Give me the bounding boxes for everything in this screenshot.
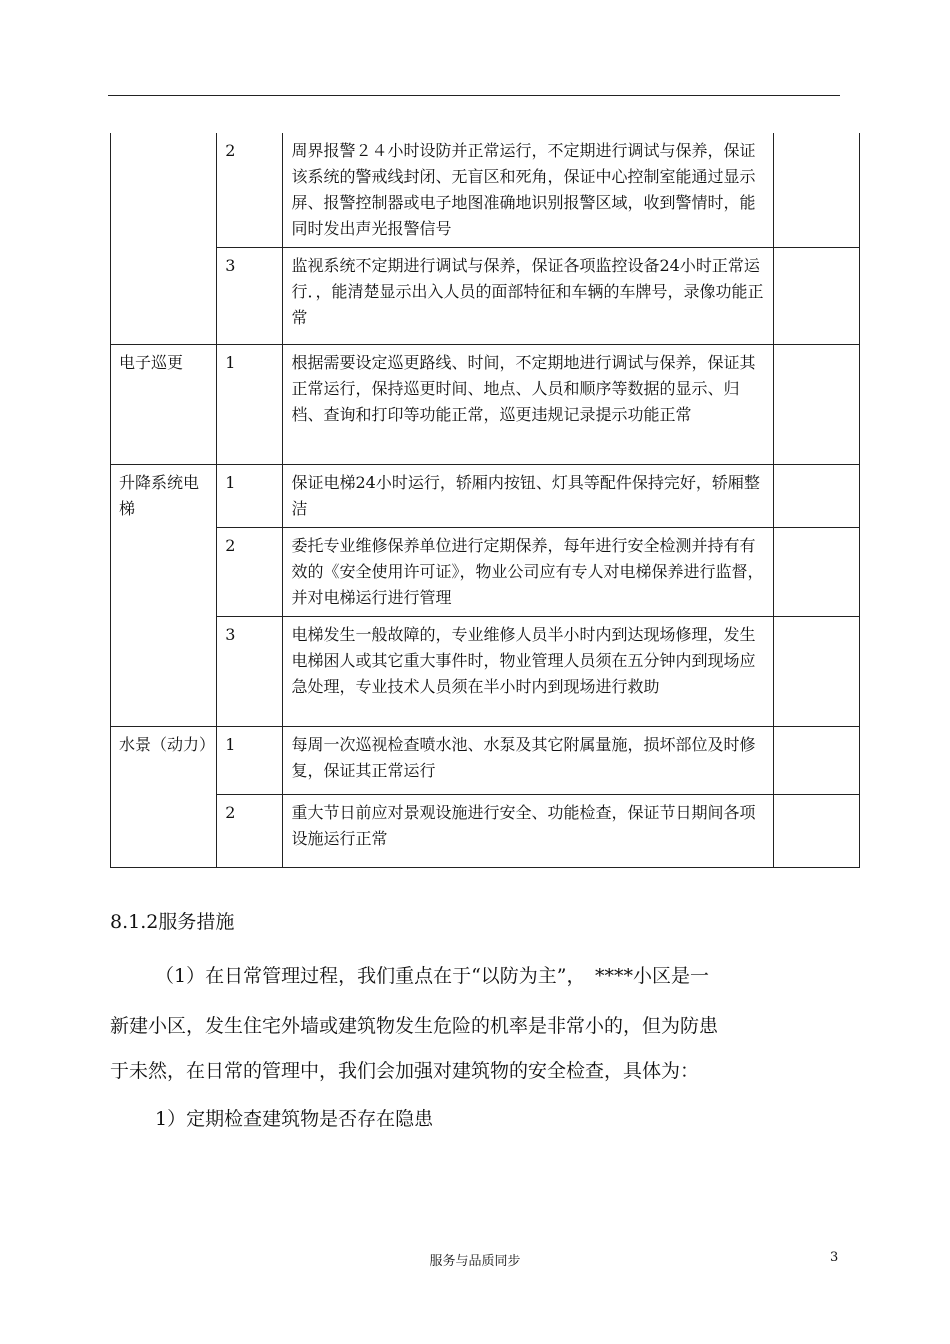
maintenance-table: [110, 133, 860, 868]
table-row: [111, 617, 860, 727]
row-text: 委托专业维修保养单位进行定期保养，每年进行安全检测并持有有效的《安全使用许可证》，物业公司应有专人对电梯保养进行监督，并对电梯运行进行管理: [283, 528, 773, 617]
page-number: 3: [830, 1250, 839, 1265]
paragraph-line: （1）在日常管理过程，我们重点在于“以防为主”， ****小区是一: [155, 965, 710, 987]
table-row: [111, 727, 860, 795]
row-text: 电梯发生一般故障的，专业维修人员半小时内到达现场修理，发生电梯困人或其它重大事件时，物业管理人员须在五分钟内到现场应急处理，专业技术人员须在半小时内到现场进行救助: [283, 617, 773, 727]
row-text: 监视系统不定期进行调试与保养，保证各项监控设备24小时正常运行．，能清楚显示出入人员的面部特征和车辆的车牌号，录像功能正常: [283, 248, 773, 345]
row-number: 3: [217, 617, 283, 727]
remark-cell: [773, 248, 859, 345]
remark-cell: [773, 528, 859, 617]
remark-cell: [773, 345, 859, 465]
category-cell: 升降系统电梯: [111, 465, 217, 727]
remark-cell: [773, 617, 859, 727]
row-number: 1: [217, 345, 283, 465]
section-title: 8.1.2服务措施: [110, 911, 235, 933]
row-number: 2: [217, 795, 283, 868]
list-item: 1）定期检查建筑物是否存在隐患: [155, 1108, 434, 1130]
row-number: 3: [217, 248, 283, 345]
row-text: 重大节日前应对景观设施进行安全、功能检查，保证节日期间各项设施运行正常: [283, 795, 773, 868]
header-rule: [108, 95, 840, 96]
row-text: 每周一次巡视检查喷水池、水泵及其它附属量施，损坏部位及时修复，保证其正常运行: [283, 727, 773, 795]
table-row: [111, 248, 860, 345]
category-cell: [111, 133, 217, 345]
footer-title: 服务与品质同步: [429, 1254, 521, 1269]
table-row: [111, 345, 860, 465]
paragraph-line: 新建小区，发生住宅外墙或建筑物发生危险的机率是非常小的，但为防患: [110, 1015, 719, 1037]
remark-cell: [773, 727, 859, 795]
category-cell: 电子巡更: [111, 345, 217, 465]
remark-cell: [773, 465, 859, 528]
row-number: 2: [217, 133, 283, 248]
table-row: [111, 795, 860, 868]
row-text: 保证电梯24小时运行，轿厢内按钮、灯具等配件保持完好，轿厢整洁: [283, 465, 773, 528]
table-row: [111, 133, 860, 248]
row-text: 根据需要设定巡更路线、时间，不定期地进行调试与保养，保证其正常运行，保持巡更时间、地点、人员和顺序等数据的显示、归档、查询和打印等功能正常，巡更违规记录提示功能正常: [283, 345, 773, 465]
category-cell: 水景（动力）: [111, 727, 217, 868]
row-number: 1: [217, 465, 283, 528]
remark-cell: [773, 795, 859, 868]
row-number: 2: [217, 528, 283, 617]
paragraph-line: 于未然，在日常的管理中，我们会加强对建筑物的安全检查，具体为：: [110, 1060, 700, 1082]
row-number: 1: [217, 727, 283, 795]
row-text: 周界报警２４小时设防并正常运行，不定期进行调试与保养，保证该系统的警戒线封闭、无盲区和死角，保证中心控制室能通过显示屏、报警控制器或电子地图准确地识别报警区域，收到警情时，能同时发出声光报警信号: [283, 133, 773, 248]
remark-cell: [773, 133, 859, 248]
table-row: [111, 465, 860, 528]
table-row: [111, 528, 860, 617]
